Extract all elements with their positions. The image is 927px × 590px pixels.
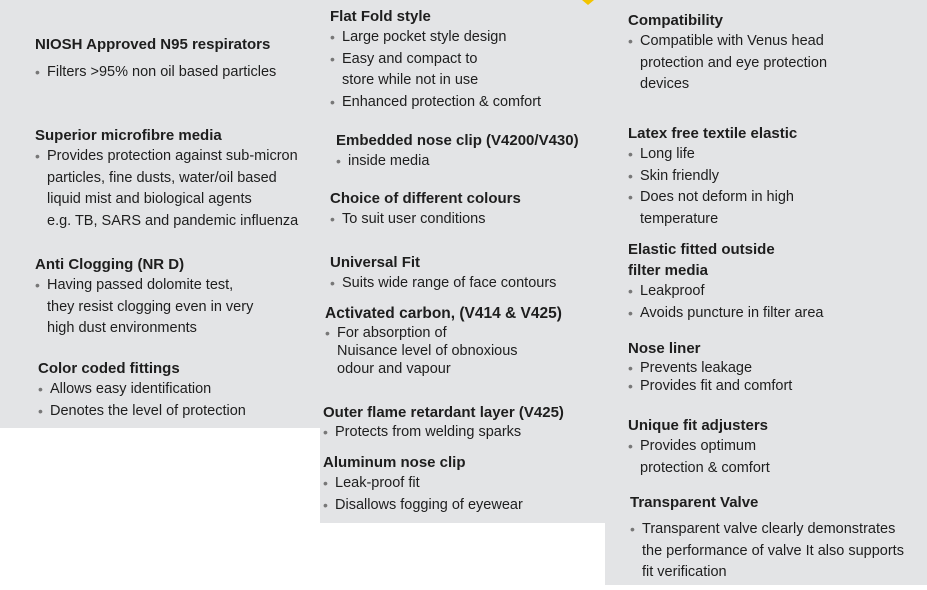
- elastic-outside-section: [628, 239, 824, 324]
- anti-clogging-section: Anti Clogging (NR D) • Having passed dolomite test, they resist clogging even in very high dust environments: [35, 254, 253, 340]
- bullet: • Long life: [628, 144, 797, 166]
- bullet: • Protects from welding sparks: [323, 423, 564, 441]
- bullet: • Avoids puncture in filter area: [628, 303, 824, 325]
- latex-free-section: Latex free textile elastic • Long life • Skin friendly • Does not deform in high temperature: [628, 123, 797, 230]
- bullet: • Enhanced protection & comfort: [330, 92, 541, 114]
- bullet: • Provides fit and comfort: [628, 377, 792, 395]
- section-heading: Superior microfibre media: [35, 127, 222, 144]
- section-heading: NIOSH Approved N95 respirators: [35, 36, 271, 53]
- universal-fit-section: [330, 252, 556, 295]
- activated-carbon-section: Activated carbon, (V414 & V425) • For absorption of Nuisance level of obnoxious odour and vapour: [325, 303, 562, 378]
- section-heading: Color coded fittings: [38, 360, 180, 377]
- transparent-valve-section: Transparent Valve • Transparent valve clearly demonstrates the performance of valve It also supports fit verification: [630, 492, 904, 584]
- bullet: • Provides protection against sub-micron: [35, 146, 298, 168]
- bullet: • Compatible with Venus head: [628, 31, 827, 53]
- niosh-section: [35, 34, 276, 84]
- color-fittings-section: [38, 358, 246, 422]
- section-heading: Activated carbon, (V414 & V425): [325, 305, 562, 322]
- bullet: • Having passed dolomite test,: [35, 275, 253, 297]
- bullet: • Easy and compact to: [330, 49, 541, 71]
- section-heading: Anti Clogging (NR D): [35, 256, 185, 273]
- section-heading: Compatibility: [628, 12, 724, 29]
- section-heading: Transparent Valve: [630, 494, 759, 511]
- bullet: • Filters >95% non oil based particles: [35, 62, 276, 84]
- bullet: • Large pocket style design: [330, 27, 541, 49]
- section-heading: Latex free textile elastic: [628, 125, 798, 142]
- bullet: • Provides optimum: [628, 436, 770, 458]
- bullet: • Disallows fogging of eyewear: [323, 495, 523, 517]
- bullet: • To suit user conditions: [330, 209, 521, 231]
- bullet: • inside media: [336, 151, 579, 173]
- fit-adjusters-section: Unique fit adjusters • Provides optimum protection & comfort: [628, 415, 770, 479]
- section-heading: Choice of different colours: [330, 190, 521, 207]
- bullet: • Leakproof: [628, 281, 824, 303]
- section-heading: Embedded nose clip (V4200/V430): [336, 132, 579, 149]
- bullet: • Denotes the level of protection: [38, 401, 246, 423]
- bullet: • Skin friendly: [628, 166, 797, 188]
- nose-clip-section: [336, 130, 579, 173]
- bullet: • Transparent valve clearly demonstrates: [630, 519, 904, 541]
- bullet: • Leak-proof fit: [323, 473, 523, 495]
- section-heading: Aluminum nose clip: [323, 454, 466, 471]
- microfibre-section: Superior microfibre media • Provides protection against sub-micron particles, fine dusts, water/oil based liquid mist and biological agents e.g. TB, SARS and pandemic influenza: [35, 125, 298, 232]
- compatibility-section: Compatibility • Compatible with Venus head protection and eye protection devices: [628, 10, 827, 96]
- section-heading: Outer flame retardant layer (V425): [323, 404, 564, 421]
- bullet: • Prevents leakage: [628, 359, 792, 377]
- bullet: • Suits wide range of face contours: [330, 273, 556, 295]
- bullet: • For absorption of: [325, 324, 562, 342]
- section-heading: Nose liner: [628, 340, 701, 357]
- bullet: • Allows easy identification: [38, 379, 246, 401]
- section-heading: Unique fit adjusters: [628, 417, 769, 434]
- section-heading: Elastic fitted outside: [628, 241, 775, 258]
- bullet: • Does not deform in high: [628, 187, 797, 209]
- yellow-marker: [582, 0, 594, 5]
- section-heading: Universal Fit: [330, 254, 421, 271]
- flame-retardant-section: [323, 402, 564, 441]
- flat-fold-section: Flat Fold style • Large pocket style design • Easy and compact to store while not in use • Enhanced protection & comfort: [330, 6, 541, 113]
- section-heading-line2: filter media: [628, 262, 709, 279]
- nose-liner-section: [628, 338, 792, 395]
- section-heading: Flat Fold style: [330, 8, 431, 25]
- aluminum-clip-section: [323, 452, 523, 516]
- colours-section: [330, 188, 521, 231]
